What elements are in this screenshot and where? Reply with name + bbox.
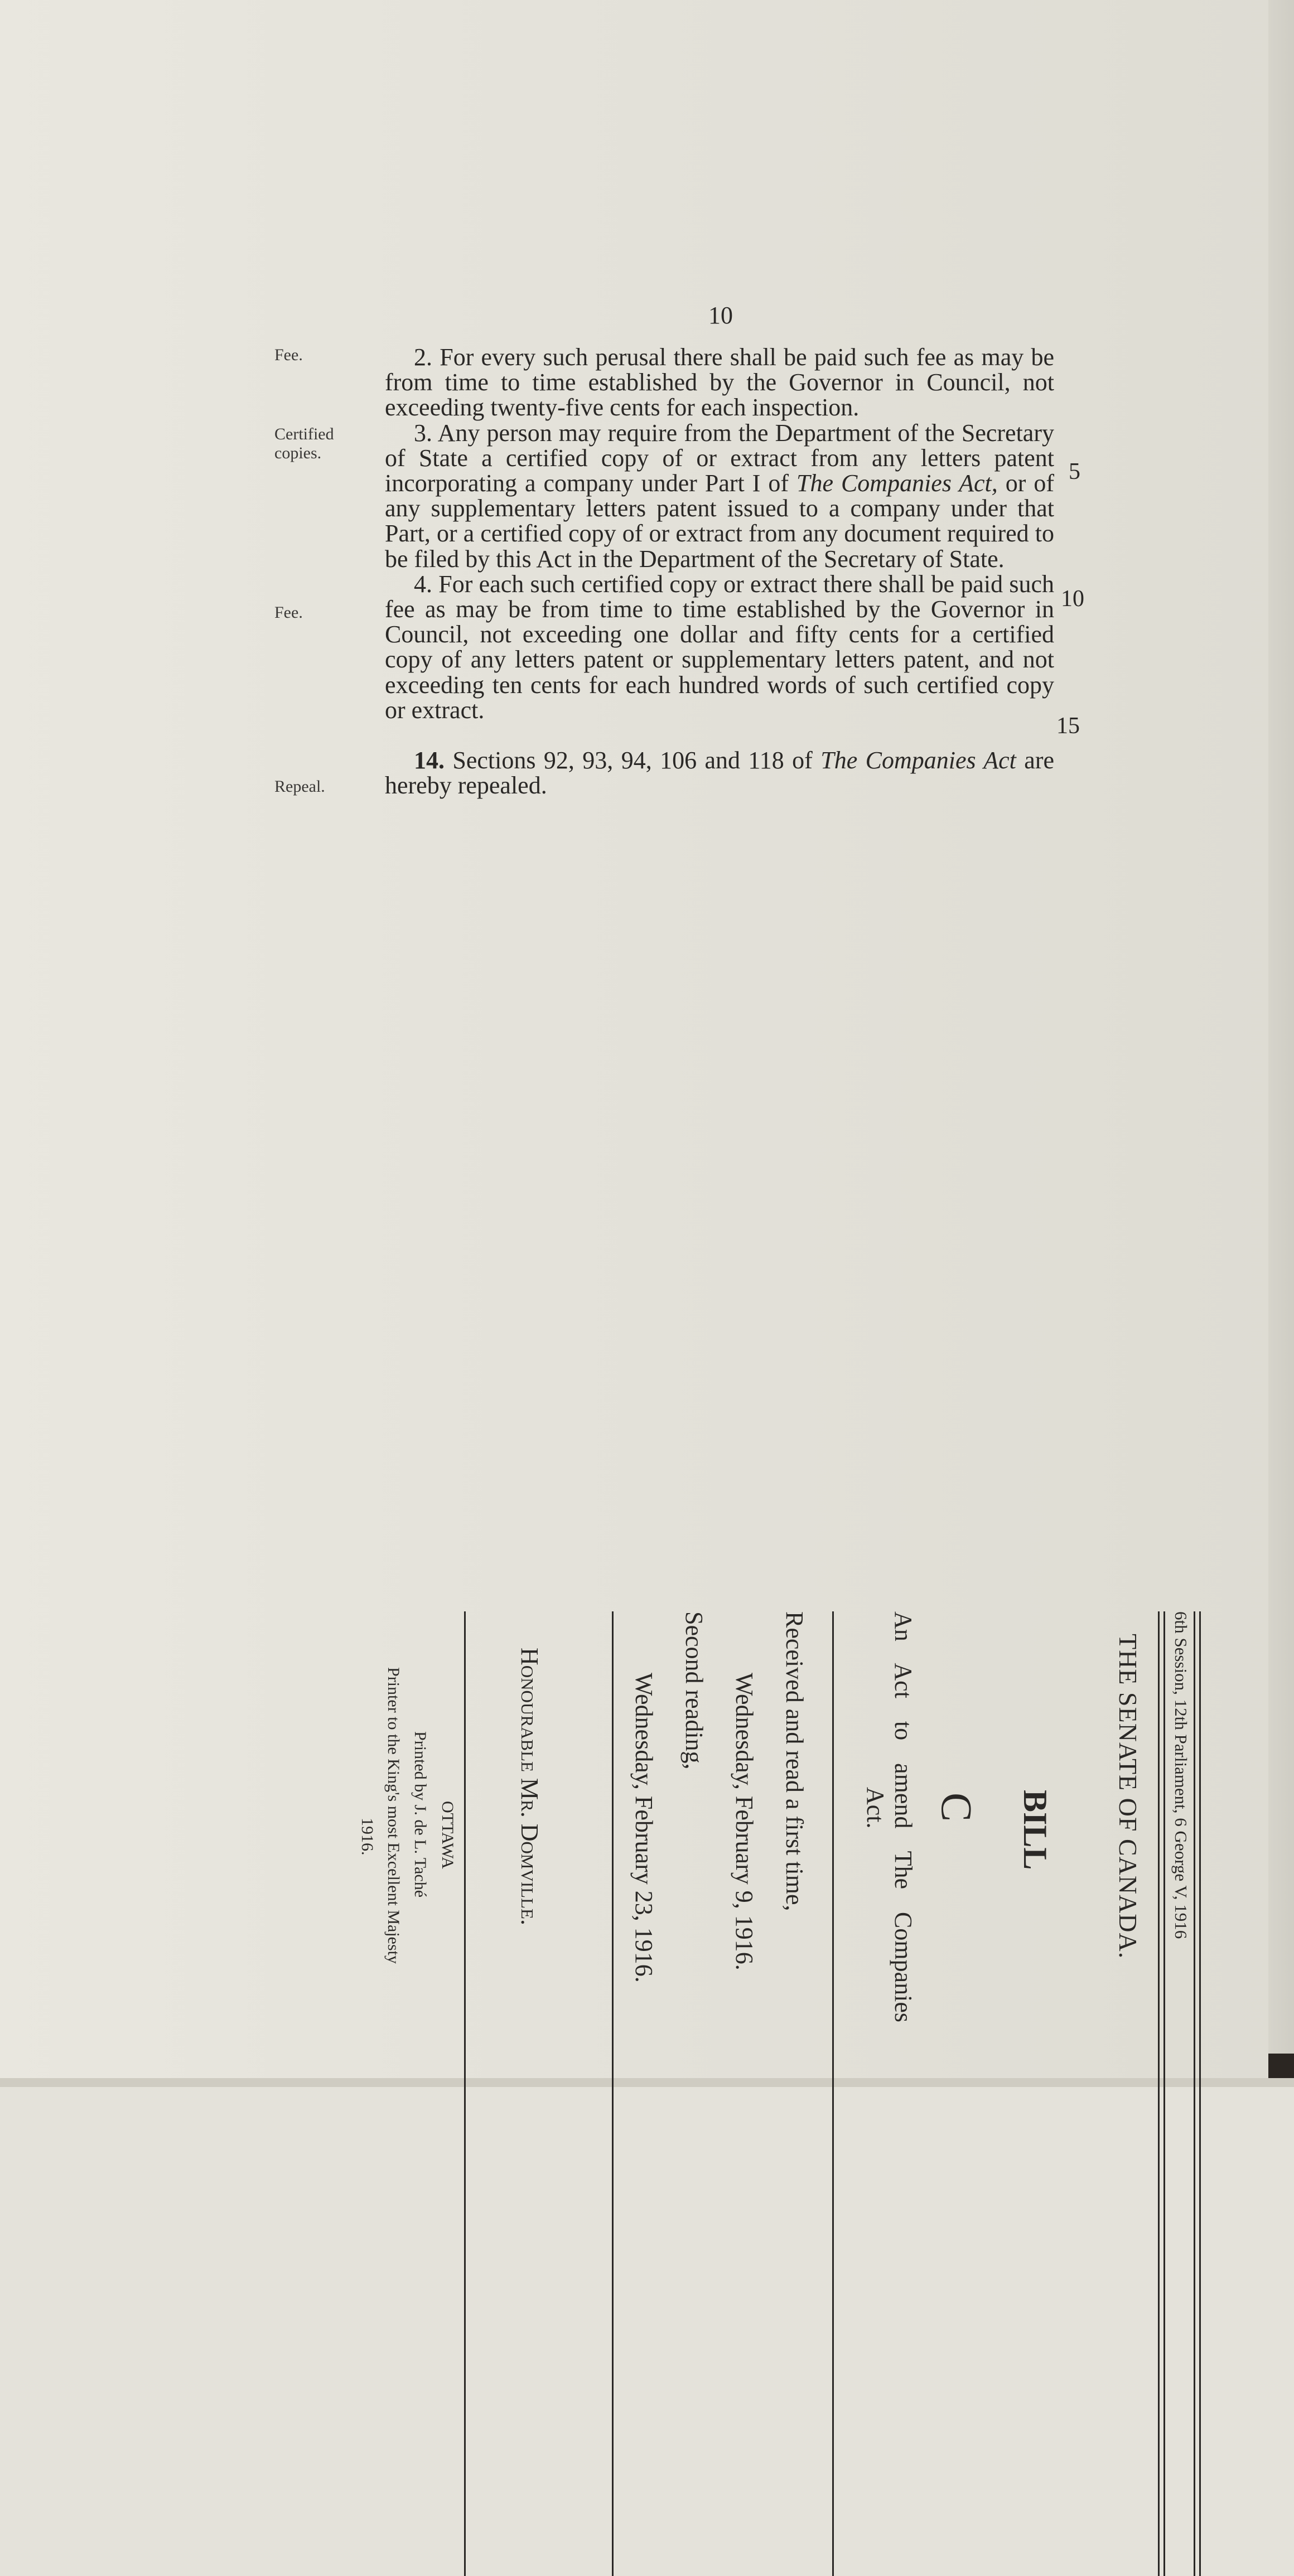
printer-city: OTTAWA [438, 1801, 457, 1869]
bill-heading: BILL [1017, 1790, 1054, 1870]
printer-year: 1916. [358, 1818, 376, 1856]
cover-rule-6 [612, 1611, 614, 2576]
bill-text [385, 345, 1054, 798]
first-reading-date: Wednesday, February 9, 1916. [731, 1673, 758, 1970]
cover-rule-4 [1158, 1611, 1160, 2576]
cover-rule-5 [832, 1611, 834, 2576]
senate-heading: THE SENATE OF CANADA. [1114, 1634, 1142, 1959]
margin-note-repeal: Repeal. [274, 777, 325, 796]
paragraph-2: 2. For every such perusal there shall be paid such fee as may be from time to time established by the Governor in Council, not exceeding twenty-five cents for each inspection. [385, 343, 1054, 422]
session-line: 6th Session, 12th Parliament, 6 George V, 1916 [1171, 1611, 1191, 1939]
section-14: 14. Sections 92, 93, 94, 106 and 118 of The Companies Act are hereby repealed. [385, 747, 1054, 800]
bill-cover-block [265, 1611, 1202, 2576]
cover-rule-3 [1163, 1611, 1165, 2576]
margin-note-fee: Fee. [274, 346, 303, 364]
line-number-5: 5 [1069, 459, 1080, 485]
margin-note-certified-copies: Certified copies. [274, 425, 334, 462]
printer-line-1: Printed by J. de L. Taché [411, 1731, 429, 1898]
printer-line-2: Printer to the King's most Excellent Majesty [384, 1667, 403, 1964]
second-reading-date: Wednesday, February 23, 1916. [630, 1673, 658, 1983]
line-number-10: 10 [1061, 586, 1084, 612]
cover-rule-top-1 [1199, 1611, 1201, 2576]
cover-rule-top-2 [1194, 1611, 1195, 2576]
cover-rule-7 [464, 1611, 466, 2576]
sponsor: Honourable Mr. Domville. [516, 1648, 543, 1925]
second-reading-label: Second reading, [680, 1611, 708, 1770]
bill-letter: C [933, 1793, 981, 1822]
paragraph-4: 4. For each such certified copy or extract there shall be paid such fee as may be from time to time established by the Governor in Council, not exceeding one dollar and fifty cents for a certified copy of any letters patent or supplementary letters patent, and not exceeding ten cents for each hundred words of such certified copy or extract. [385, 570, 1054, 724]
margin-note-fee-2: Fee. [274, 603, 303, 622]
page-number: 10 [708, 302, 733, 329]
paragraph-3: 3. Any person may require from the Department of the Secretary of State a certified copy of or extract from any letters patent incorporating a company under Part I of The Companies Act, or of any supplementary letters patent issued to a company under that Part, or a certified copy of or extract from any document required to be filed by this Act in the Department of the Secretary of State. [385, 419, 1055, 573]
bill-title-line-1: An Act to amend The Companies [890, 1611, 917, 2022]
bill-title-line-2: Act. [862, 1787, 889, 1829]
line-number-15: 15 [1056, 713, 1080, 739]
first-reading-label: Received and read a first time, [781, 1611, 808, 1911]
page-edge [1268, 0, 1294, 2087]
